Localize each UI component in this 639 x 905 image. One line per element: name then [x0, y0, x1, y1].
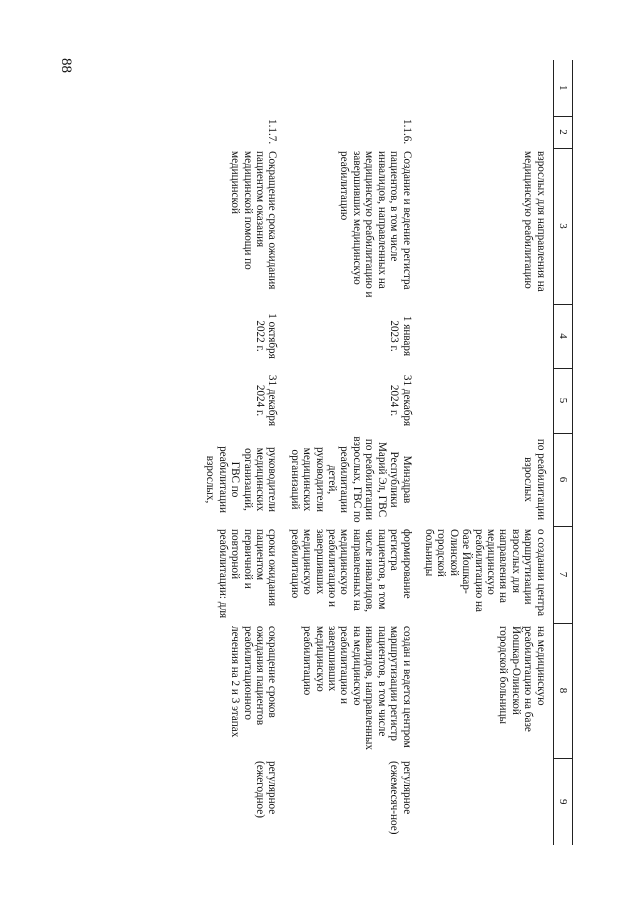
cell-number — [421, 116, 554, 148]
cell-result-description: о создании центра маршрутизации взрослых для направления на медицинскую реабилитацию на базе Йошкар-Олинской городской больницы — [422, 529, 547, 617]
table-row — [202, 60, 286, 845]
cell-number: 1.1.7. — [266, 119, 279, 145]
col-header-9: 9 — [553, 758, 572, 845]
measures-table — [202, 60, 573, 845]
col-header-4: 4 — [553, 304, 572, 368]
cell-start-date: 1 января 2023 г. — [388, 315, 413, 357]
cell-col1 — [286, 60, 420, 116]
cell-frequency: регулярное (ежемесяч-ное) — [388, 761, 413, 835]
header-row — [553, 60, 572, 845]
col-header-5: 5 — [553, 368, 572, 433]
col-header-8: 8 — [553, 623, 572, 758]
cell-frequency — [421, 758, 554, 845]
cell-col1 — [421, 60, 554, 116]
cell-frequency: регулярное (ежегодное) — [254, 761, 279, 818]
cell-responsible: Минздрав Республики Марий Эл, ГВС по реабилитации взрослых, ГВС по реабилитации детей, руководители медицинских организаций — [288, 436, 413, 523]
table-row — [286, 60, 420, 845]
cell-result-description: формирование регистра пациентов, в том числе инвалидов, направленных на медицинскую реабилитацию и завершивших медицинскую реабилитацию — [288, 529, 413, 613]
col-header-7: 7 — [553, 526, 572, 623]
table-row — [421, 60, 554, 845]
cell-result-description: сроки ожидания пациентом первичной и повторной реабилитации: для — [216, 529, 279, 619]
cell-col1 — [202, 60, 286, 116]
col-header-1: 1 — [553, 60, 572, 116]
cell-indicator: сокращение сроков ожидания пациентов реабилитационного лечения на 2 и 3 этапах — [229, 626, 279, 738]
cell-indicator: создан и ведется центром маршрутизации регистр пациентов, в том числе инвалидов, направленных на медицинскую реабилитацию и завершивших медицинскую реабилитацию — [301, 626, 413, 751]
cell-end-date: 31 декабря 2024 г. — [254, 374, 279, 427]
cell-start-date: 1 октября 2022 г. — [254, 313, 279, 359]
cell-responsible: по реабилитации взрослых — [522, 438, 547, 521]
col-header-6: 6 — [553, 433, 572, 526]
cell-end-date: 31 декабря 2024 г. — [388, 374, 413, 427]
cell-measure: Сокращение срока ожидания пациентом оказания медицинской помощи по медицинской — [229, 151, 279, 290]
page-number: 88 — [58, 58, 74, 73]
col-header-2: 2 — [553, 116, 572, 148]
cell-measure: взрослых для направления на медицинскую реабилитацию — [522, 151, 547, 292]
cell-indicator: на медицинскую реабилитацию на базе Йошкар-Олинской городской больницы — [497, 626, 547, 732]
col-header-3: 3 — [553, 148, 572, 304]
cell-start-date — [421, 304, 554, 368]
cell-measure: Создание и ведение регистра пациентов, в том числе инвалидов, направленных на медицинскую реабилитацию и завершивших медицинскую реабилитацию — [338, 151, 413, 298]
cell-end-date — [421, 368, 554, 433]
cell-responsible: руководители медицинских организаций, ГВС по реабилитации взрослых, — [204, 446, 279, 513]
rotated-table-container — [107, 60, 573, 845]
cell-number: 1.1.6. — [400, 119, 413, 145]
